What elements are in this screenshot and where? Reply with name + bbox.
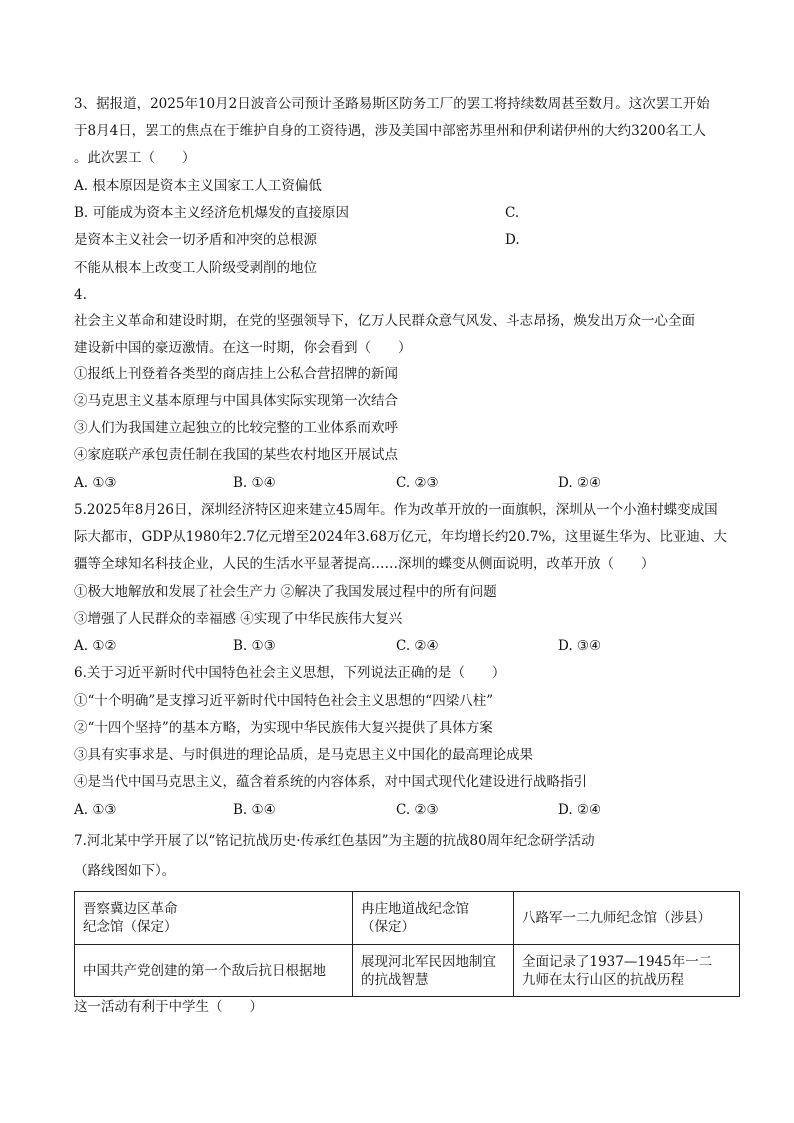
q6-option-d: D. ②④ [558, 802, 602, 818]
q5-option-a: A. ①② [74, 638, 117, 654]
route-table-header-row [75, 892, 740, 945]
route-detail-jinchaji: 中国共产党创建的第一个敌后抗日根据地 [75, 945, 353, 997]
q4-option-c: C. ②③ [396, 475, 439, 491]
q4-option-d: D. ②④ [558, 475, 602, 491]
q4-statement-4: ④家庭联产承包责任制在我国的某些农村地区开展试点 [74, 447, 398, 463]
q4-statement-2: ②马克思主义基本原理与中国具体实际实现第一次结合 [74, 393, 398, 409]
q4-option-b: B. ①④ [233, 475, 276, 491]
q6-option-a: A. ①③ [74, 802, 117, 818]
q3-stem-line-2: 于8月4日，罢工的焦点在于维护自身的工资待遇，涉及美国中部密苏里州和伊利诺伊州的大约3200名工人 [74, 123, 707, 139]
q5-stem-line-3: 疆等全球知名科技企业，人民的生活水平显著提高……深圳的蝶变从侧面说明，改革开放（ ） [74, 556, 655, 572]
route-cell-ranzhuang: 冉庄地道战纪念馆 （保定） [353, 892, 514, 945]
q4-statement-3: ③人们为我国建立起独立的比较完整的工业体系而欢呼 [74, 420, 398, 436]
q3-option-a: A. 根本原因是资本主义国家工人工资偏低 [74, 178, 322, 194]
q3-option-d-text: 不能从根本上改变工人阶级受剥削的地位 [74, 260, 317, 276]
q3-stem-line-3: 。此次罢工（ ） [74, 150, 196, 166]
q4-stem-line-1: 社会主义革命和建设时期，在党的坚强领导下，亿万人民群众意气风发、斗志昂扬，焕发出万众一心全面 [74, 313, 695, 329]
q5-option-d: D. ③④ [558, 638, 602, 654]
q6-statement-1: ①“十个明确”是支撑习近平新时代中国特色社会主义思想的“四梁八柱” [74, 693, 494, 709]
q3-option-c-letter: C. [505, 205, 520, 221]
q6-statement-4: ④是当代中国马克思主义，蕴含着系统的内容体系，对中国式现代化建设进行战略指引 [74, 774, 587, 790]
q6-statement-3: ③具有实事求是、与时俱进的理论品质，是马克思主义中国化的最高理论成果 [74, 747, 533, 763]
q6-option-c: C. ②③ [396, 802, 439, 818]
q4-statement-1: ①报纸上刊登着各类型的商店挂上公私合营招牌的新闻 [74, 366, 398, 382]
q5-option-c: C. ②④ [396, 638, 439, 654]
route-table-detail-row [75, 945, 740, 997]
q5-stem-line-1: 5.2025年8月26日，深圳经济特区迎来建立45周年。作为改革开放的一面旗帜，深圳从一个小渔村蝶变成国 [74, 502, 718, 518]
q6-stem: 6.关于习近平新时代中国特色社会主义思想，下列说法正确的是（ ） [74, 665, 506, 681]
route-cell-129-division: 八路军一二九师纪念馆（涉县） [514, 892, 740, 945]
q5-statement-1-2: ①极大地解放和发展了社会生产力 ②解决了我国发展过程中的所有问题 [74, 584, 497, 600]
q7-stem-line-2: （路线图如下）。 [74, 863, 176, 879]
route-table [74, 891, 740, 997]
route-cell-jinchaji: 晋察冀边区革命 纪念馆（保定） [75, 892, 353, 945]
q4-stem-line-2: 建设新中国的豪迈激情。在这一时期，你会看到（ ） [74, 340, 412, 356]
q3-stem-line-1: 3、据报道，2025年10月2日波音公司预计圣路易斯区防务工厂的罢工将持续数周甚至数月。这次罢工开始 [74, 96, 710, 112]
q6-option-b: B. ①④ [233, 802, 276, 818]
q5-option-b: B. ①③ [233, 638, 276, 654]
q3-option-c-text: 是资本主义社会一切矛盾和冲突的总根源 [74, 232, 317, 248]
q7-tail: 这一活动有利于中学生（ ） [74, 999, 263, 1015]
q3-option-b: B. 可能成为资本主义经济危机爆发的直接原因 [74, 205, 350, 221]
q4-option-a: A. ①③ [74, 475, 117, 491]
route-detail-ranzhuang: 展现河北军民因地制宜 的抗战智慧 [353, 945, 514, 997]
q5-statement-3-4: ③增强了人民群众的幸福感 ④实现了中华民族伟大复兴 [74, 611, 403, 627]
route-detail-129-division: 全面记录了1937—1945年一二 九师在太行山区的抗战历程 [514, 945, 740, 997]
q4-number: 4. [74, 287, 87, 303]
q3-option-d-letter: D. [505, 232, 520, 248]
q5-stem-line-2: 际大都市，GDP从1980年2.7亿元增至2024年3.68万亿元，年均增长约20.7%，这里诞生华为、比亚迪、大 [74, 529, 727, 545]
q7-stem-line-1: 7.河北某中学开展了以“铭记抗战历史·传承红色基因”为主题的抗战80周年纪念研学活动 [74, 833, 595, 849]
q6-statement-2: ②“十四个坚持”的基本方略，为实现中华民族伟大复兴提供了具体方案 [74, 720, 493, 736]
